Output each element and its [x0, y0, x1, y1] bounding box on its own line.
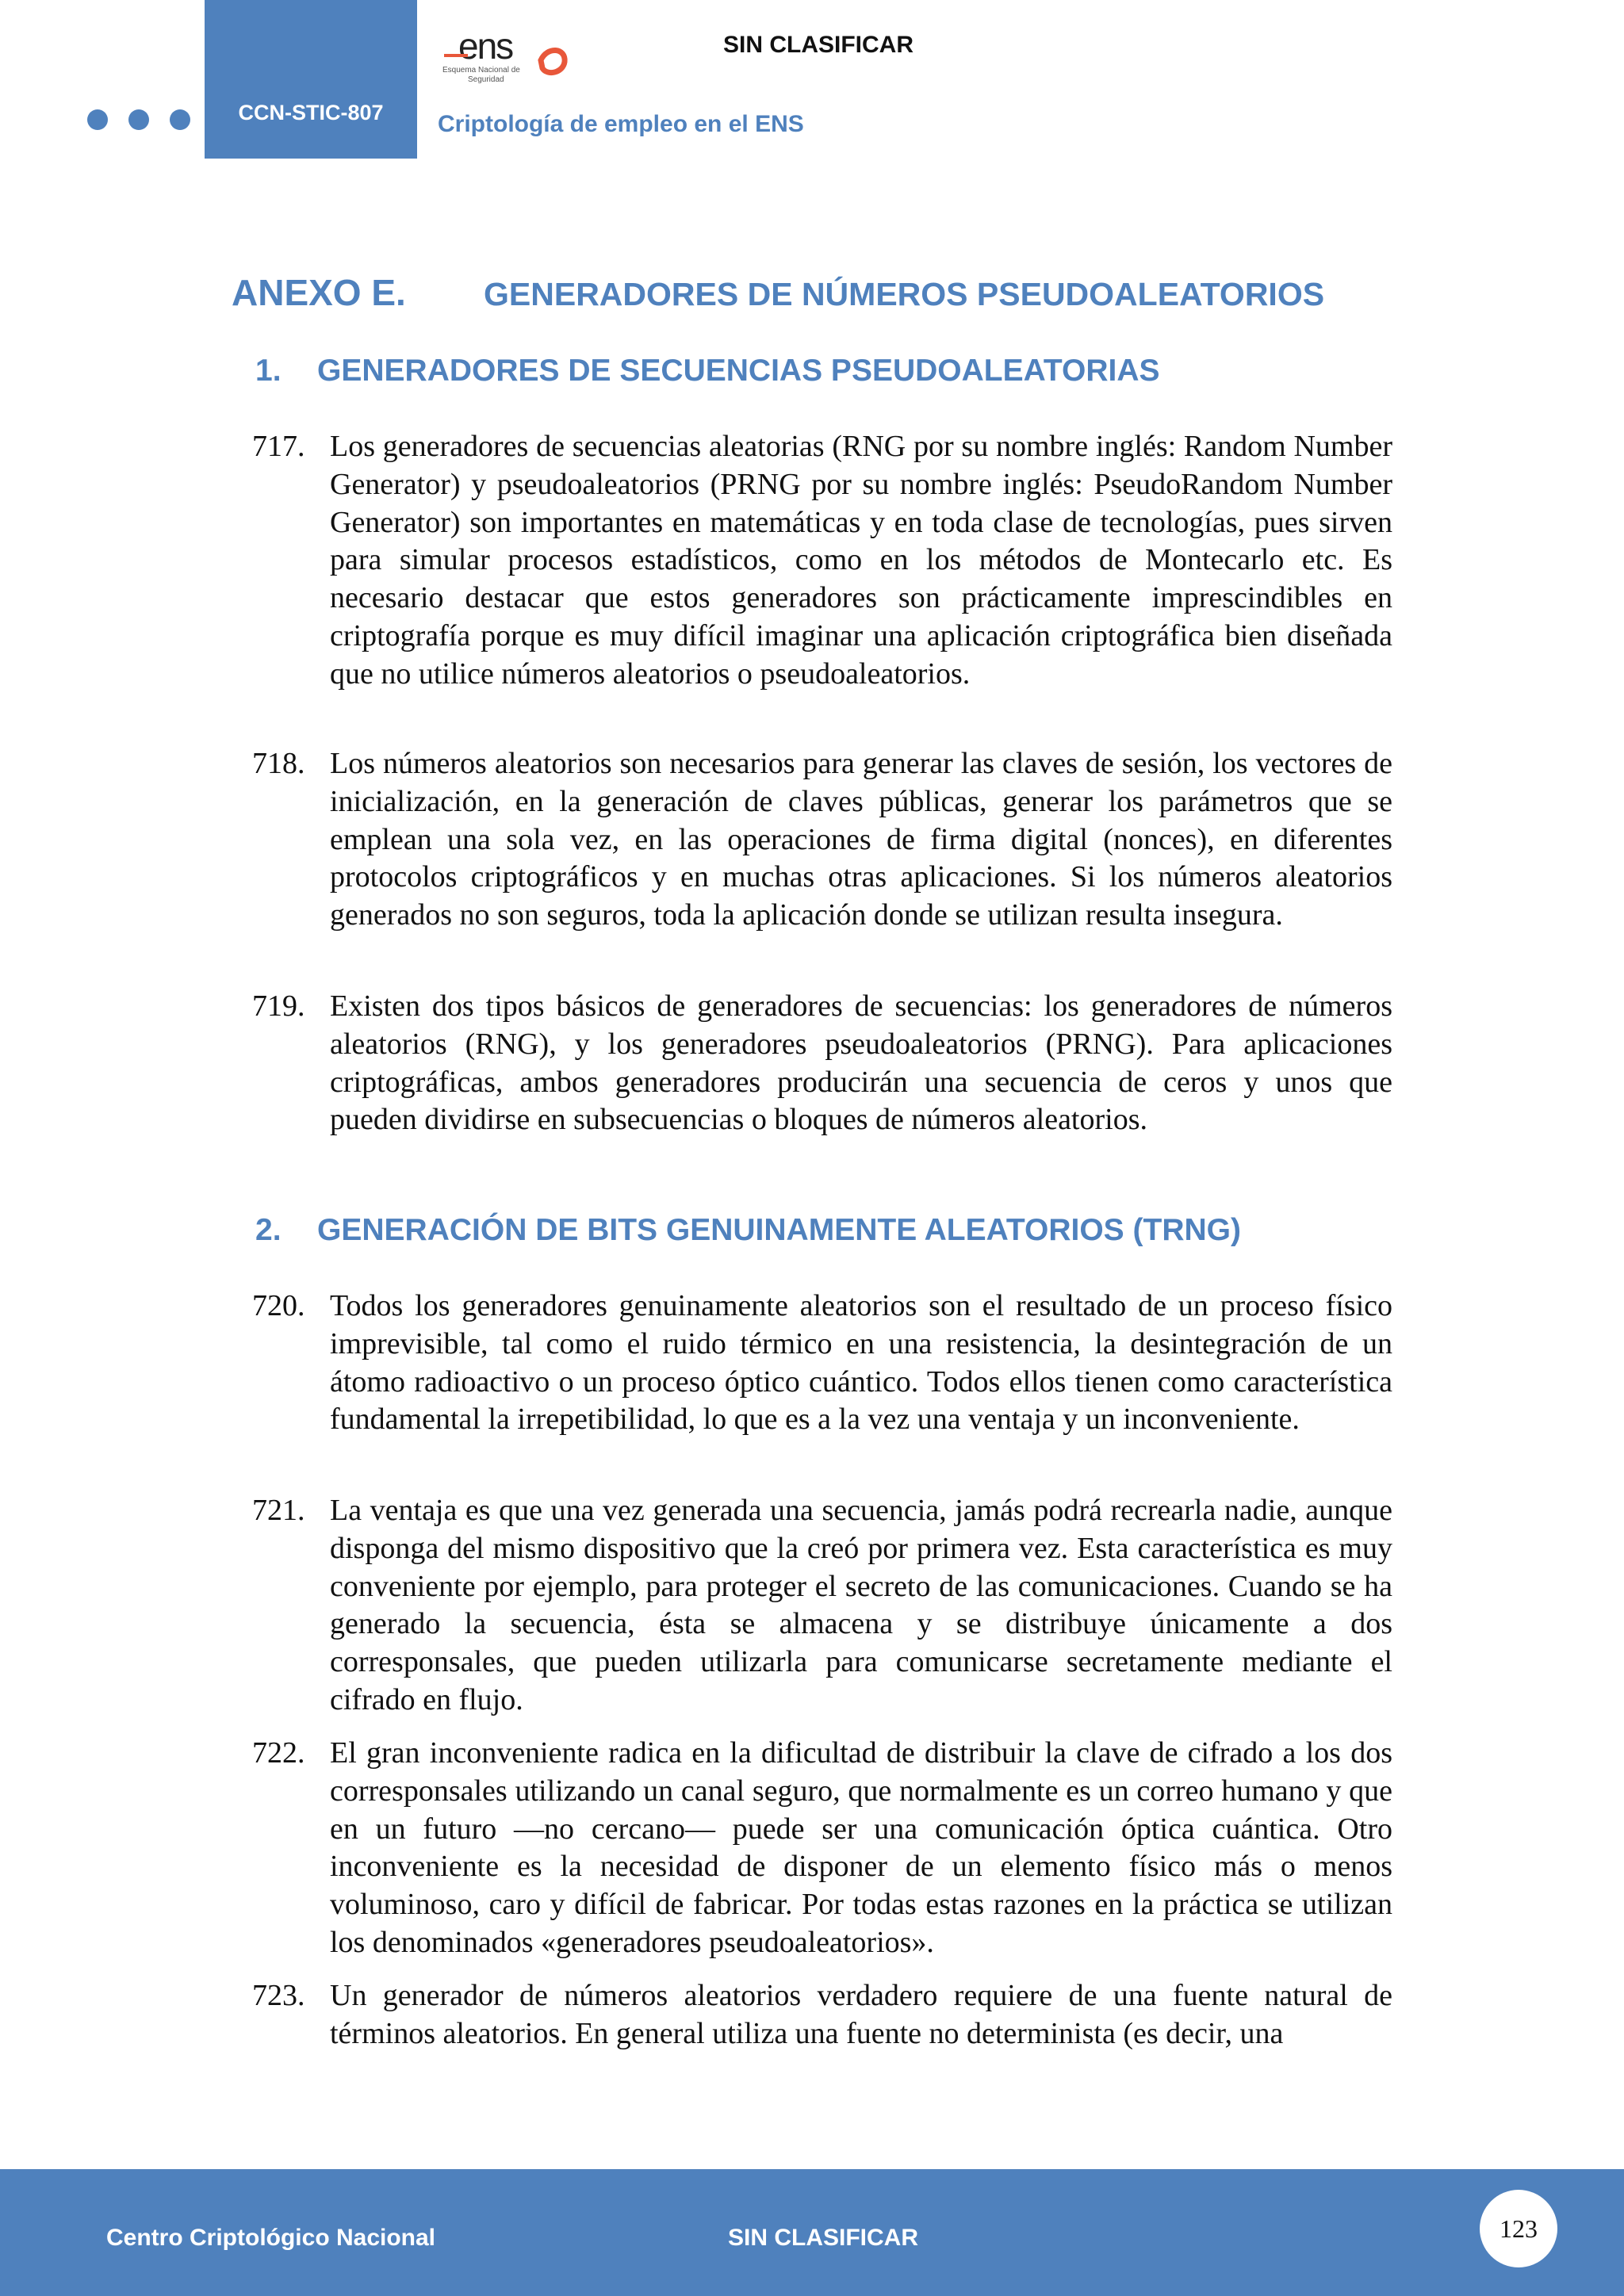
section-heading-1	[255, 354, 1160, 388]
annex-label: ANEXO E.	[232, 272, 406, 313]
footer-classification: SIN CLASIFICAR	[728, 2225, 918, 2251]
section-heading-2	[255, 1213, 1241, 1248]
paragraph-text: Un generador de números aleatorios verdadero requiere de una fuente natural de términos aleatorios. En general utiliza una fuente no determinista (es decir, una	[330, 1979, 1392, 2050]
document-code-tab	[205, 0, 417, 159]
paragraph-720	[252, 1288, 1392, 1439]
paragraph-718	[252, 745, 1392, 935]
header-dots	[87, 109, 190, 130]
paragraph-721	[252, 1492, 1392, 1720]
logo-subtitle-2: Seguridad	[468, 75, 504, 84]
dot-icon	[87, 109, 108, 130]
section-title: GENERADORES DE SECUENCIAS PSEUDOALEATORIAS	[317, 354, 1160, 388]
paragraph-text: Existen dos tipos básicos de generadores de secuencias: los generadores de números aleatorios (RNG), y los generadores pseudoaleatorios (PRNG). Para aplicaciones criptográficas, ambos generadores producirán una secuencia de ceros y unos que pueden dividirse en subsecuencias o bloques de números aleatorios.	[330, 989, 1392, 1137]
document-title: Criptología de empleo en el ENS	[438, 111, 804, 137]
paragraph-number: 722.	[252, 1736, 305, 1770]
paragraph-number: 723.	[252, 1979, 305, 2012]
paragraph-719	[252, 988, 1392, 1139]
paragraph-717	[252, 428, 1392, 694]
footer-organization: Centro Criptológico Nacional	[106, 2225, 436, 2251]
paragraph-text: Todos los generadores genuinamente aleatorios son el resultado de un proceso físico imprevisible, tal como el ruido térmico en una resistencia, la desintegración de un átomo radioactivo o un proceso óptico cuántico. Todos ellos tienen como característica fundamental la irrepetibilidad, lo que es a la vez una ventaja y un inconveniente.	[330, 1289, 1392, 1437]
logo-subtitle-1: Esquema Nacional de	[442, 66, 520, 75]
section-number: 1.	[255, 354, 282, 388]
paragraph-text: La ventaja es que una vez generada una secuencia, jamás podrá recrearla nadie, aunque disponga del mismo dispositivo que la creó por primera vez. Esta característica es muy conveniente por ejemplo, para proteger el secreto de las comunicaciones. Cuando se ha generado la secuencia, ésta se almacena y se distribuye únicamente a dos corresponsales, que pueden utilizarla para comunicarse secretamente mediante el cifrado en flujo.	[330, 1494, 1392, 1716]
logo-text: ens	[458, 29, 513, 67]
header-classification: SIN CLASIFICAR	[723, 32, 914, 58]
ens-logo	[441, 29, 584, 92]
paragraph-number: 717.	[252, 430, 305, 463]
paragraph-text: Los generadores de secuencias aleatorias (RNG por su nombre inglés: Random Number Generator) y pseudoaleatorios (PRNG por su nombre inglés: PseudoRandom Number Generator) son importantes en matemáticas y en toda clase de tecnologías, pues sirven para simular procesos estadísticos, como en los métodos de Montecarlo etc. Es necesario destacar que estos generadores son prácticamente imprescindibles en criptografía porque es muy difícil imaginar una aplicación criptográfica bien diseñada que no utilice números aleatorios o pseudoaleatorios.	[330, 430, 1392, 691]
paragraph-723	[252, 1977, 1392, 2053]
page-footer	[0, 2169, 1624, 2296]
dot-icon	[128, 109, 149, 130]
dot-icon	[170, 109, 190, 130]
paragraph-number: 718.	[252, 747, 305, 780]
paragraph-number: 719.	[252, 989, 305, 1023]
paragraph-text: Los números aleatorios son necesarios para generar las claves de sesión, los vectores de inicialización, en la generación de claves públicas, generar los parámetros que se emplean una sola vez, en las operaciones de firma digital (nonces), en diferentes protocolos criptográficos y en muchas otras aplicaciones. Si los números aleatorios generados no son seguros, toda la aplicación donde se utilizan resulta insegura.	[330, 747, 1392, 932]
paragraph-text: El gran inconveniente radica en la dificultad de distribuir la clave de cifrado a los dos corresponsales utilizando un canal seguro, que normalmente es un correo humano y que en un futuro —no cercano— puede ser una comunicación óptica cuántica. Otro inconveniente es la necesidad de disponer de un elemento físico más o menos voluminoso, caro y difícil de fabricar. Por todas estas razones en la práctica se utilizan los denominados «generadores pseudoaleatorios».	[330, 1736, 1392, 1959]
section-title: GENERACIÓN DE BITS GENUINAMENTE ALEATORIOS (TRNG)	[317, 1213, 1241, 1247]
annex-title: GENERADORES DE NÚMEROS PSEUDOALEATORIOS	[484, 276, 1325, 312]
annex-heading	[232, 271, 1324, 314]
paragraph-number: 720.	[252, 1289, 305, 1322]
paragraph-722	[252, 1735, 1392, 1962]
section-number: 2.	[255, 1213, 282, 1247]
document-code: CCN-STIC-807	[238, 101, 384, 124]
paragraph-number: 721.	[252, 1494, 305, 1527]
page-number: 123	[1480, 2190, 1557, 2267]
